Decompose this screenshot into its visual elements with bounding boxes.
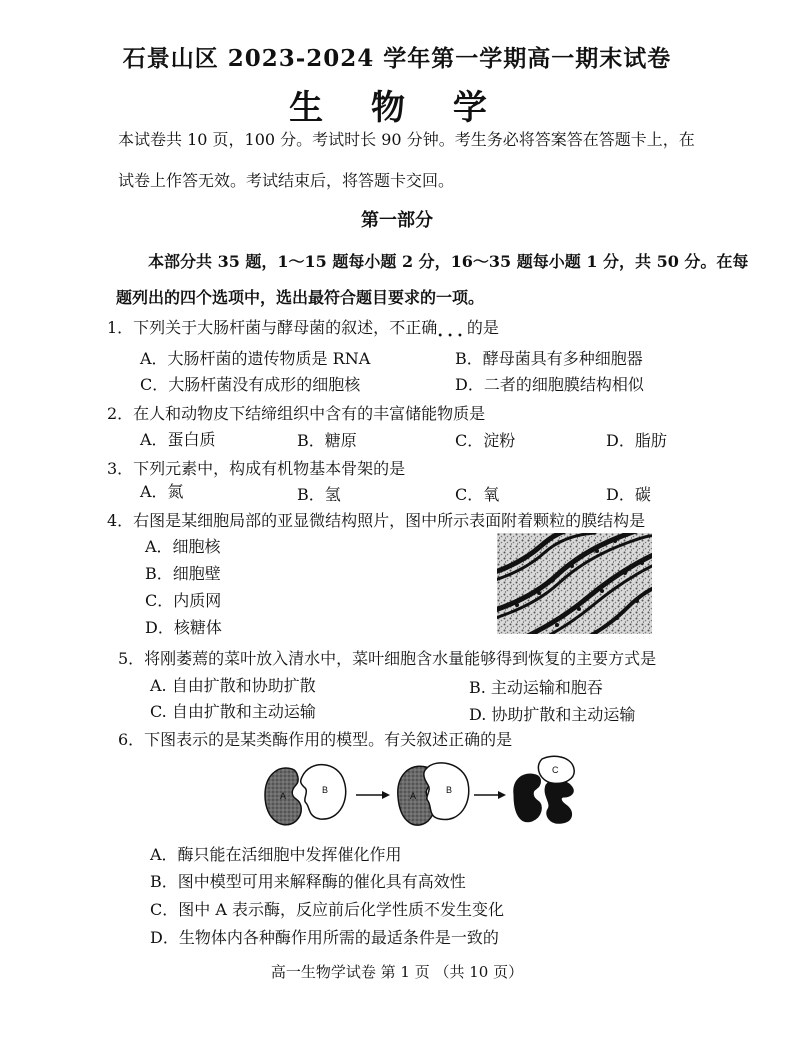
question-1-stem-pre: 1．下列关于大肠杆菌与酵母菌的叙述， [107,318,390,337]
arrow-head-2 [498,791,506,799]
product-piece-1 [514,774,542,822]
arrow-head-1 [382,791,390,799]
question-6-option-b: B．图中模型可用来解释酶的催化具有高效性 [150,872,466,891]
question-4-stem: 4．右图是某细胞局部的亚显微结构照片，图中所示表面附着颗粒的膜结构是 [107,511,646,530]
question-1-emphasis: 不正确$_{•••}$ [389,318,467,342]
question-6-option-a: A．酶只能在活细胞中发挥催化作用 [150,845,402,864]
question-4-option-c: C．内质网 [145,591,222,610]
question-1-option-b: B．酵母菌具有多种细胞器 [455,349,643,368]
question-2-option-a: A．蛋白质 [140,430,216,449]
question-1-option-c: C．大肠杆菌没有成形的细胞核 [140,375,361,394]
product-piece-2 [545,780,573,823]
diagram-label-b-2: B [446,785,453,795]
question-3-option-a: A．氮 [140,482,184,501]
instructions-line-2: 试卷上作答无效。考试结束后，将答题卡交回。 [118,171,455,190]
question-1-option-d: D．二者的细胞膜结构相似 [455,375,644,394]
question-5-stem: 5．将刚萎蔫的菜叶放入清水中，菜叶细胞含水量能够得到恢复的主要方式是 [118,649,657,668]
question-1-stem-post: 的是 [466,318,499,337]
question-5-option-c: C. 自由扩散和主动运输 [150,702,316,721]
question-3-option-d: D．碳 [606,485,651,504]
question-3-stem: 3．下列元素中，构成有机物基本骨架的是 [107,459,406,478]
enzyme-model-diagram [260,755,590,840]
question-2-option-b: B．糖原 [297,431,357,450]
question-4-option-a: A．细胞核 [145,537,221,556]
diagram-label-b-1: B [322,785,329,795]
page-footer: 高一生物学试卷 第 1 页 （共 10 页） [270,963,524,981]
question-5-option-a: A. 自由扩散和协助扩散 [150,676,316,695]
diagram-label-a-1: A [280,791,287,801]
part-description-2: 题列出的四个选项中，选出最符合题目要求的一项。 [116,288,485,307]
diagram-label-c: C [552,765,559,775]
instructions-line-1: 本试卷共 10 页，100 分。考试时长 90 分钟。考生务必将答案答在答题卡上，在 [118,130,695,149]
question-3-option-c: C．氧 [455,485,500,504]
er-micrograph-image [497,533,652,634]
part-heading: 第一部分 [361,210,433,231]
question-6-stem: 6．下图表示的是某类酶作用的模型。有关叙述正确的是 [118,730,513,749]
question-1-option-a: A．大肠杆菌的遗传物质是 RNA [140,349,371,368]
question-5-option-b: B. 主动运输和胞吞 [469,678,603,697]
question-1-stem [107,318,499,342]
emphasis-dots-mark: ••• [437,331,467,342]
question-4-option-d: D．核糖体 [145,618,222,637]
subject-title: 生 物 学 [289,88,505,128]
part-description-1: 本部分共 35 题，1～15 题每小题 2 分，16～35 题每小题 1 分，共 50 分。在每 [148,252,749,271]
exam-title: 石景山区 2023-2024 学年第一学期高一期末试卷 [122,45,672,72]
question-4-option-b: B．细胞壁 [145,564,221,583]
question-3-option-b: B．氢 [297,485,341,504]
question-2-stem: 2．在人和动物皮下结缔组织中含有的丰富储能物质是 [107,404,486,423]
diagram-label-a-2: A [410,791,417,801]
question-5-option-d: D. 协助扩散和主动运输 [469,705,636,724]
question-6-option-c: C．图中 A 表示酶，反应前后化学性质不发生变化 [150,900,504,919]
question-6-option-d: D．生物体内各种酶作用所需的最适条件是一致的 [150,928,499,947]
question-2-option-c: C．淀粉 [455,431,516,450]
question-2-option-d: D．脂肪 [606,431,667,450]
